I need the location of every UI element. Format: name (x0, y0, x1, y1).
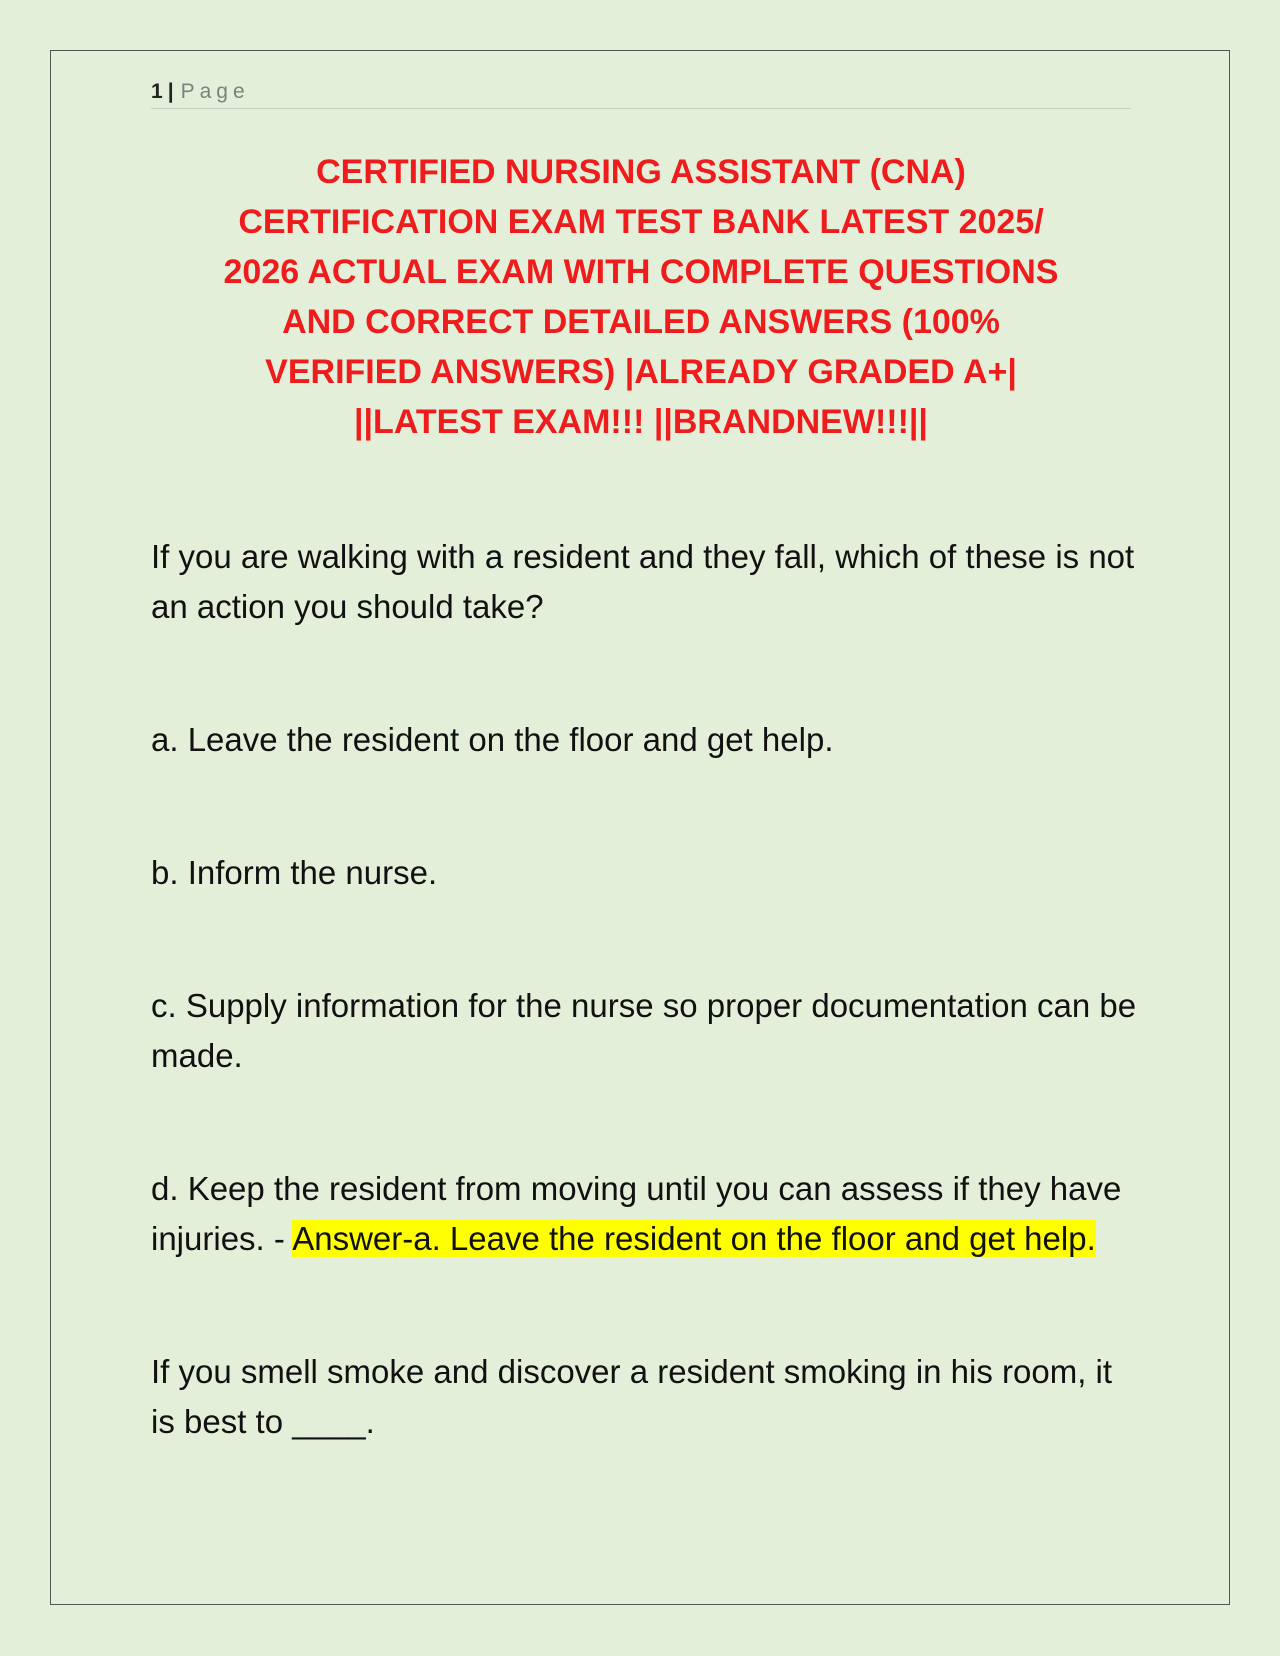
page-number: 1 (151, 80, 164, 103)
document-title: CERTIFIED NURSING ASSISTANT (CNA) CERTIFICATION EXAM TEST BANK LATEST 2025/ 2026 ACTUAL EXAM WITH COMPLETE QUESTIONS AND CORRECT DETAILED ANSWERS (100% VERIFIED ANSWERS) |ALREADY GRADED A+| ||LATEST EXAM!!! ||BRANDNEW!!!|| (223, 153, 1059, 441)
question-1-option-a: a. Leave the resident on the floor and get help. (151, 721, 834, 758)
question-1-option-d-block (151, 1164, 1141, 1264)
document-body (151, 532, 1141, 1447)
page-label: Page (180, 80, 250, 103)
question-1-option-c: c. Supply information for the nurse so proper documentation can be made. (151, 987, 1137, 1074)
question-1-answer: Answer-a. Leave the resident on the floor and get help. (292, 1220, 1096, 1257)
question-2-text: If you smell smoke and discover a resident smoking in his room, it is best to ____. (151, 1353, 1113, 1440)
question-1-text: If you are walking with a resident and they fall, which of these is not an action you should take? (151, 538, 1135, 625)
question-1-option-d: d. Keep the resident from moving until you can assess if they have injuries. - (151, 1170, 1122, 1257)
page-header (151, 76, 1131, 109)
question-1-option-b: b. Inform the nurse. (151, 854, 438, 891)
header-separator: | (167, 80, 175, 103)
